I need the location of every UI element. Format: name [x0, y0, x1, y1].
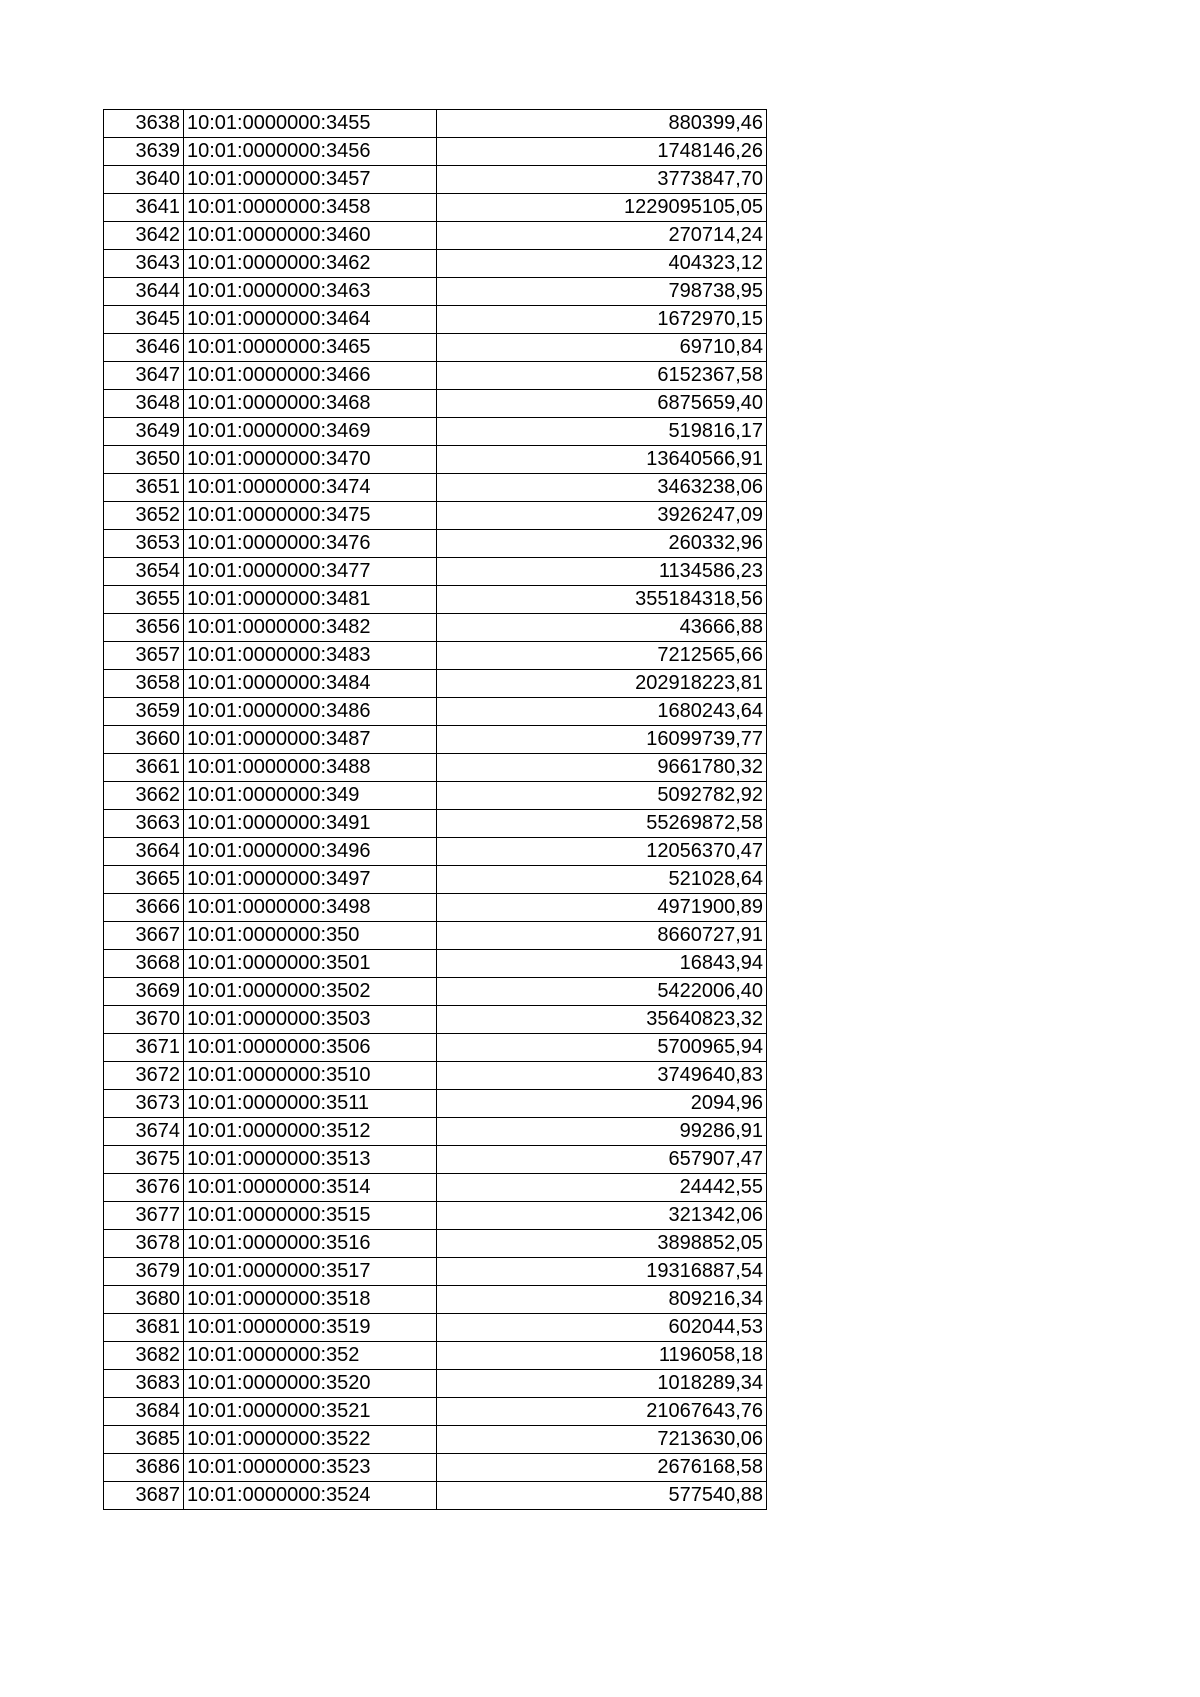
- row-number-cell: 3672: [104, 1062, 184, 1090]
- row-number-cell: 3679: [104, 1258, 184, 1286]
- amount-cell: 35640823,32: [437, 1006, 767, 1034]
- row-number-cell: 3687: [104, 1482, 184, 1510]
- cadastral-number-cell: 10:01:0000000:3468: [184, 390, 437, 418]
- cadastral-number-cell: 10:01:0000000:3456: [184, 138, 437, 166]
- table-row: [104, 250, 767, 278]
- row-number-cell: 3661: [104, 754, 184, 782]
- amount-cell: 202918223,81: [437, 670, 767, 698]
- amount-cell: 321342,06: [437, 1202, 767, 1230]
- cadastral-number-cell: 10:01:0000000:3462: [184, 250, 437, 278]
- table-row: [104, 670, 767, 698]
- cadastral-number-cell: 10:01:0000000:3506: [184, 1034, 437, 1062]
- row-number-cell: 3640: [104, 166, 184, 194]
- table-row: [104, 782, 767, 810]
- cadastral-number-cell: 10:01:0000000:3523: [184, 1454, 437, 1482]
- amount-cell: 798738,95: [437, 278, 767, 306]
- amount-cell: 3749640,83: [437, 1062, 767, 1090]
- amount-cell: 1672970,15: [437, 306, 767, 334]
- table-row: [104, 1034, 767, 1062]
- table-row: [104, 138, 767, 166]
- amount-cell: 521028,64: [437, 866, 767, 894]
- row-number-cell: 3660: [104, 726, 184, 754]
- table-row: [104, 362, 767, 390]
- cadastral-number-cell: 10:01:0000000:3512: [184, 1118, 437, 1146]
- row-number-cell: 3681: [104, 1314, 184, 1342]
- cadastral-number-cell: 10:01:0000000:3458: [184, 194, 437, 222]
- row-number-cell: 3656: [104, 614, 184, 642]
- table-row: [104, 1146, 767, 1174]
- table-row: [104, 194, 767, 222]
- amount-cell: 3773847,70: [437, 166, 767, 194]
- row-number-cell: 3657: [104, 642, 184, 670]
- amount-cell: 1748146,26: [437, 138, 767, 166]
- data-table: [103, 109, 767, 1510]
- row-number-cell: 3684: [104, 1398, 184, 1426]
- table-row: [104, 726, 767, 754]
- cadastral-number-cell: 10:01:0000000:3457: [184, 166, 437, 194]
- row-number-cell: 3644: [104, 278, 184, 306]
- table-row: [104, 978, 767, 1006]
- amount-cell: 24442,55: [437, 1174, 767, 1202]
- table-row: [104, 418, 767, 446]
- amount-cell: 1229095105,05: [437, 194, 767, 222]
- cadastral-number-cell: 10:01:0000000:3510: [184, 1062, 437, 1090]
- amount-cell: 5092782,92: [437, 782, 767, 810]
- row-number-cell: 3655: [104, 586, 184, 614]
- row-number-cell: 3641: [104, 194, 184, 222]
- cadastral-number-cell: 10:01:0000000:3518: [184, 1286, 437, 1314]
- table-row: [104, 1118, 767, 1146]
- cadastral-number-cell: 10:01:0000000:3498: [184, 894, 437, 922]
- amount-cell: 6875659,40: [437, 390, 767, 418]
- amount-cell: 260332,96: [437, 530, 767, 558]
- table-row: [104, 810, 767, 838]
- cadastral-number-cell: 10:01:0000000:3455: [184, 110, 437, 138]
- cadastral-number-cell: 10:01:0000000:3514: [184, 1174, 437, 1202]
- amount-cell: 602044,53: [437, 1314, 767, 1342]
- amount-cell: 3898852,05: [437, 1230, 767, 1258]
- cadastral-number-cell: 10:01:0000000:3517: [184, 1258, 437, 1286]
- row-number-cell: 3645: [104, 306, 184, 334]
- table-row: [104, 1258, 767, 1286]
- amount-cell: 880399,46: [437, 110, 767, 138]
- table-row: [104, 698, 767, 726]
- row-number-cell: 3682: [104, 1342, 184, 1370]
- row-number-cell: 3663: [104, 810, 184, 838]
- table-body: [104, 110, 767, 1510]
- cadastral-number-cell: 10:01:0000000:3501: [184, 950, 437, 978]
- row-number-cell: 3662: [104, 782, 184, 810]
- cadastral-number-cell: 10:01:0000000:3465: [184, 334, 437, 362]
- amount-cell: 577540,88: [437, 1482, 767, 1510]
- cadastral-number-cell: 10:01:0000000:3475: [184, 502, 437, 530]
- row-number-cell: 3653: [104, 530, 184, 558]
- amount-cell: 19316887,54: [437, 1258, 767, 1286]
- row-number-cell: 3652: [104, 502, 184, 530]
- table-row: [104, 390, 767, 418]
- row-number-cell: 3650: [104, 446, 184, 474]
- amount-cell: 1680243,64: [437, 698, 767, 726]
- amount-cell: 3926247,09: [437, 502, 767, 530]
- table-row: [104, 1370, 767, 1398]
- cadastral-number-cell: 10:01:0000000:352: [184, 1342, 437, 1370]
- amount-cell: 809216,34: [437, 1286, 767, 1314]
- cadastral-number-cell: 10:01:0000000:3483: [184, 642, 437, 670]
- row-number-cell: 3677: [104, 1202, 184, 1230]
- table-row: [104, 1090, 767, 1118]
- amount-cell: 4971900,89: [437, 894, 767, 922]
- amount-cell: 7212565,66: [437, 642, 767, 670]
- row-number-cell: 3685: [104, 1426, 184, 1454]
- row-number-cell: 3668: [104, 950, 184, 978]
- amount-cell: 5700965,94: [437, 1034, 767, 1062]
- table-row: [104, 922, 767, 950]
- table-row: [104, 1398, 767, 1426]
- cadastral-number-cell: 10:01:0000000:3486: [184, 698, 437, 726]
- cadastral-number-cell: 10:01:0000000:3474: [184, 474, 437, 502]
- row-number-cell: 3665: [104, 866, 184, 894]
- table-row: [104, 894, 767, 922]
- row-number-cell: 3667: [104, 922, 184, 950]
- cadastral-number-cell: 10:01:0000000:3481: [184, 586, 437, 614]
- row-number-cell: 3659: [104, 698, 184, 726]
- table-row: [104, 1342, 767, 1370]
- cadastral-number-cell: 10:01:0000000:3469: [184, 418, 437, 446]
- table-row: [104, 586, 767, 614]
- table-row: [104, 1202, 767, 1230]
- cadastral-number-cell: 10:01:0000000:3464: [184, 306, 437, 334]
- amount-cell: 2094,96: [437, 1090, 767, 1118]
- cadastral-number-cell: 10:01:0000000:3496: [184, 838, 437, 866]
- table-row: [104, 278, 767, 306]
- amount-cell: 69710,84: [437, 334, 767, 362]
- table-row: [104, 306, 767, 334]
- amount-cell: 7213630,06: [437, 1426, 767, 1454]
- row-number-cell: 3671: [104, 1034, 184, 1062]
- row-number-cell: 3638: [104, 110, 184, 138]
- amount-cell: 43666,88: [437, 614, 767, 642]
- table-row: [104, 530, 767, 558]
- table-row: [104, 222, 767, 250]
- amount-cell: 1196058,18: [437, 1342, 767, 1370]
- table-row: [104, 642, 767, 670]
- row-number-cell: 3664: [104, 838, 184, 866]
- amount-cell: 21067643,76: [437, 1398, 767, 1426]
- table-row: [104, 446, 767, 474]
- cadastral-number-cell: 10:01:0000000:3497: [184, 866, 437, 894]
- table-row: [104, 334, 767, 362]
- amount-cell: 270714,24: [437, 222, 767, 250]
- table-row: [104, 502, 767, 530]
- cadastral-number-cell: 10:01:0000000:3524: [184, 1482, 437, 1510]
- cadastral-number-cell: 10:01:0000000:3476: [184, 530, 437, 558]
- cadastral-number-cell: 10:01:0000000:3520: [184, 1370, 437, 1398]
- cadastral-number-cell: 10:01:0000000:350: [184, 922, 437, 950]
- amount-cell: 99286,91: [437, 1118, 767, 1146]
- cadastral-number-cell: 10:01:0000000:349: [184, 782, 437, 810]
- row-number-cell: 3658: [104, 670, 184, 698]
- row-number-cell: 3643: [104, 250, 184, 278]
- row-number-cell: 3647: [104, 362, 184, 390]
- amount-cell: 55269872,58: [437, 810, 767, 838]
- table-row: [104, 614, 767, 642]
- table-row: [104, 1062, 767, 1090]
- amount-cell: 519816,17: [437, 418, 767, 446]
- row-number-cell: 3678: [104, 1230, 184, 1258]
- table-row: [104, 1426, 767, 1454]
- amount-cell: 6152367,58: [437, 362, 767, 390]
- cadastral-number-cell: 10:01:0000000:3516: [184, 1230, 437, 1258]
- row-number-cell: 3676: [104, 1174, 184, 1202]
- amount-cell: 5422006,40: [437, 978, 767, 1006]
- row-number-cell: 3642: [104, 222, 184, 250]
- table-row: [104, 1482, 767, 1510]
- table-row: [104, 1174, 767, 1202]
- table-row: [104, 166, 767, 194]
- amount-cell: 1018289,34: [437, 1370, 767, 1398]
- table-row: [104, 558, 767, 586]
- row-number-cell: 3686: [104, 1454, 184, 1482]
- table-row: [104, 1230, 767, 1258]
- cadastral-number-cell: 10:01:0000000:3484: [184, 670, 437, 698]
- cadastral-number-cell: 10:01:0000000:3491: [184, 810, 437, 838]
- amount-cell: 16099739,77: [437, 726, 767, 754]
- table-row: [104, 110, 767, 138]
- row-number-cell: 3669: [104, 978, 184, 1006]
- cadastral-number-cell: 10:01:0000000:3511: [184, 1090, 437, 1118]
- row-number-cell: 3680: [104, 1286, 184, 1314]
- cadastral-number-cell: 10:01:0000000:3477: [184, 558, 437, 586]
- amount-cell: 1134586,23: [437, 558, 767, 586]
- amount-cell: 3463238,06: [437, 474, 767, 502]
- row-number-cell: 3670: [104, 1006, 184, 1034]
- row-number-cell: 3666: [104, 894, 184, 922]
- cadastral-number-cell: 10:01:0000000:3470: [184, 446, 437, 474]
- table-row: [104, 866, 767, 894]
- cadastral-number-cell: 10:01:0000000:3522: [184, 1426, 437, 1454]
- amount-cell: 9661780,32: [437, 754, 767, 782]
- row-number-cell: 3675: [104, 1146, 184, 1174]
- table-row: [104, 950, 767, 978]
- row-number-cell: 3646: [104, 334, 184, 362]
- amount-cell: 8660727,91: [437, 922, 767, 950]
- cadastral-number-cell: 10:01:0000000:3502: [184, 978, 437, 1006]
- cadastral-number-cell: 10:01:0000000:3515: [184, 1202, 437, 1230]
- amount-cell: 404323,12: [437, 250, 767, 278]
- amount-cell: 2676168,58: [437, 1454, 767, 1482]
- cadastral-number-cell: 10:01:0000000:3487: [184, 726, 437, 754]
- row-number-cell: 3651: [104, 474, 184, 502]
- row-number-cell: 3648: [104, 390, 184, 418]
- amount-cell: 657907,47: [437, 1146, 767, 1174]
- cadastral-number-cell: 10:01:0000000:3482: [184, 614, 437, 642]
- cadastral-number-cell: 10:01:0000000:3521: [184, 1398, 437, 1426]
- table-row: [104, 754, 767, 782]
- cadastral-number-cell: 10:01:0000000:3519: [184, 1314, 437, 1342]
- amount-cell: 12056370,47: [437, 838, 767, 866]
- table-row: [104, 1286, 767, 1314]
- amount-cell: 355184318,56: [437, 586, 767, 614]
- row-number-cell: 3673: [104, 1090, 184, 1118]
- cadastral-number-cell: 10:01:0000000:3463: [184, 278, 437, 306]
- row-number-cell: 3654: [104, 558, 184, 586]
- cadastral-number-cell: 10:01:0000000:3466: [184, 362, 437, 390]
- table-row: [104, 838, 767, 866]
- cadastral-number-cell: 10:01:0000000:3488: [184, 754, 437, 782]
- table-row: [104, 1454, 767, 1482]
- table-row: [104, 1006, 767, 1034]
- cadastral-number-cell: 10:01:0000000:3460: [184, 222, 437, 250]
- cadastral-number-cell: 10:01:0000000:3503: [184, 1006, 437, 1034]
- row-number-cell: 3649: [104, 418, 184, 446]
- table-row: [104, 474, 767, 502]
- row-number-cell: 3639: [104, 138, 184, 166]
- row-number-cell: 3674: [104, 1118, 184, 1146]
- row-number-cell: 3683: [104, 1370, 184, 1398]
- amount-cell: 13640566,91: [437, 446, 767, 474]
- amount-cell: 16843,94: [437, 950, 767, 978]
- table-row: [104, 1314, 767, 1342]
- cadastral-number-cell: 10:01:0000000:3513: [184, 1146, 437, 1174]
